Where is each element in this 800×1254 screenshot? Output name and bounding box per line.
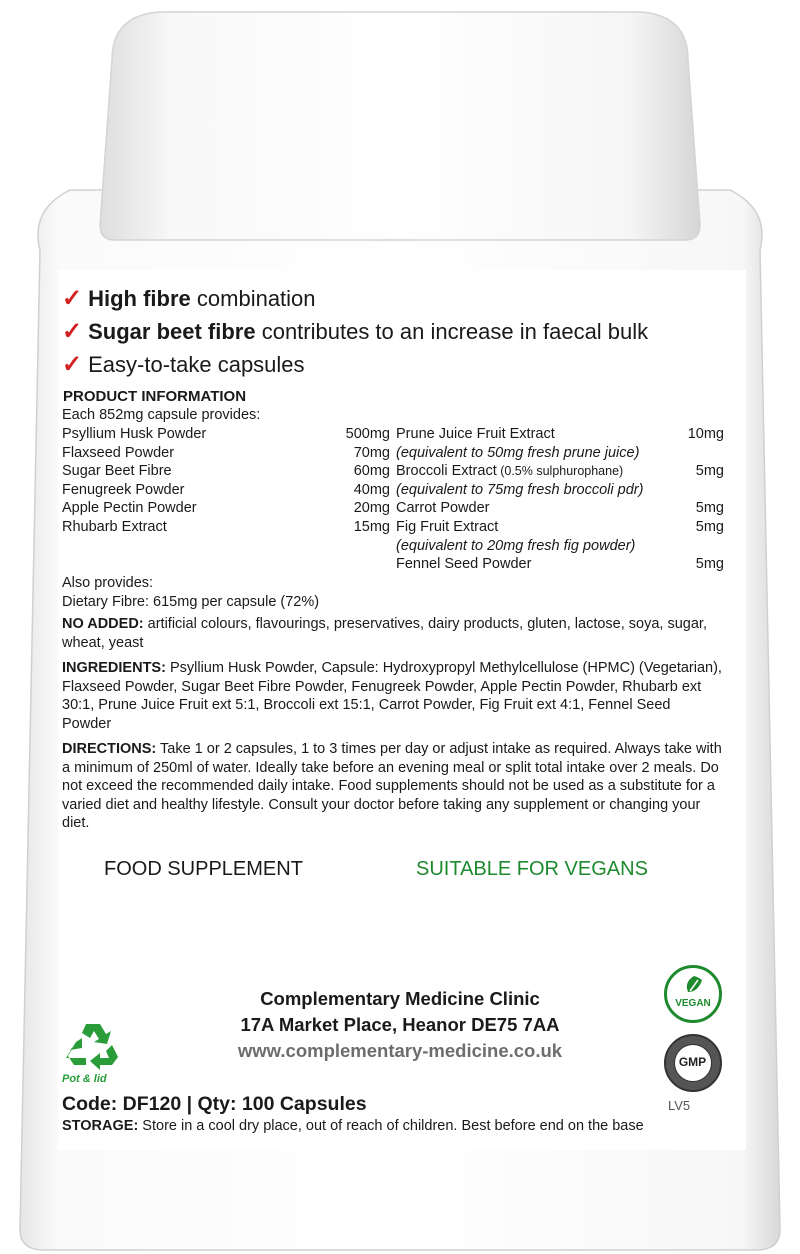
ingredient-amount: 70mg [353,444,390,461]
gmp-badge-text: GMP [678,1055,707,1069]
ingredients-label: INGREDIENTS: [62,660,166,676]
claim-text: Easy-to-take capsules [88,352,305,377]
suitable-for-vegans: SUITABLE FOR VEGANS [416,858,648,880]
ingredient-amount: 5mg [695,556,724,573]
ingredient-amount: 10mg [687,426,724,442]
dietary-fibre: Dietary Fibre: 615mg per capsule (72%) [62,594,320,610]
recycle-caption: Pot & lid [62,1073,107,1085]
check-icon: ✓ [62,285,83,312]
claim-sugar-beet [62,317,648,346]
ingredient-note: (equivalent to 20mg fresh fig powder) [396,537,636,554]
no-added-label: NO ADDED: [62,616,144,632]
product-info-title: PRODUCT INFORMATION [63,388,247,405]
ingredient-name: Psyllium Husk Powder [62,426,207,442]
ingredient-amount: 40mg [353,481,390,498]
ingredient-note: (equivalent to 75mg fresh broccoli pdr) [396,481,644,498]
vegan-badge-text: VEGAN [675,998,711,1009]
clinic-website: www.complementary-medicine.co.uk [237,1040,563,1061]
claim-bold: Sugar beet fibre [88,319,256,344]
ingredient-name: Fennel Seed Powder [396,556,532,573]
ingredient-name: Apple Pectin Powder [62,500,197,517]
recycle-icon [62,1020,126,1072]
ingredient-amount: 5mg [695,463,724,480]
ingredient-amount: 500mg [345,426,390,442]
food-supplement: FOOD SUPPLEMENT [104,858,303,880]
claim-text: combination [190,286,316,311]
product-info-intro: Each 852mg capsule provides: [62,407,261,423]
no-added [62,615,722,652]
vegan-badge [664,965,722,1023]
product-code: Code: DF120 | Qty: 100 Capsules [62,1093,367,1115]
ingredient-name: Rhubarb Extract [62,519,167,535]
directions [62,740,722,833]
ingredient-sub: (0.5% sulphurophane) [496,464,624,479]
gmp-badge-inner [674,1044,712,1082]
ingredient-amount: 5mg [695,519,724,535]
claim-high-fibre [62,284,316,313]
ingredients-text: Psyllium Husk Powder, Capsule: Hydroxypropyl Methylcellulose (HPMC) (Vegetarian), Flaxseed Powder, Sugar Beet Fibre Powder, Fenugreek Powder, Apple Pectin Powder, Rhubarb ext 30:1, Prune Juice Fruit ext 5:1, Broccoli ext 15:1, Carrot Powder, Fig Fruit ext 4:1, Fennel Seed Powder [62,660,722,732]
storage-text: Store in a cool dry place, out of reach of children. Best before end on the base [138,1118,644,1134]
check-icon: ✓ [62,318,83,345]
ingredient-name [396,463,623,479]
storage [62,1118,644,1134]
check-icon: ✓ [62,351,83,378]
claim-easy-capsules [62,350,305,379]
ingredient-amount: 60mg [353,463,390,480]
claim-bold: High fibre [88,286,191,311]
gmp-badge [664,1034,722,1092]
directions-text: Take 1 or 2 capsules, 1 to 3 times per day or adjust intake as required. Always take with a minimum of 250ml of water. Ideally take before an evening meal or split total intake over 2 meals. Do not exceed the recommended daily intake. Food supplements should not be used as a substitute for a varied diet and healthy lifestyle. Consult your doctor before taking any supplement or changing your diet. [62,741,722,832]
ingredient-name: Carrot Powder [396,500,490,517]
clinic-address: 17A Market Place, Heanor DE75 7AA [240,1014,560,1035]
label-version: LV5 [668,1098,691,1113]
ingredient-name-text: Broccoli Extract [396,463,497,480]
ingredient-amount: 15mg [353,519,390,535]
ingredient-name: Fenugreek Powder [62,481,185,498]
ingredient-name: Fig Fruit Extract [396,519,499,535]
no-added-text: artificial colours, flavourings, preservatives, dairy products, gluten, lactose, soya, sugar, wheat, yeast [62,616,707,651]
ingredient-name: Sugar Beet Fibre [62,463,172,480]
also-provides: Also provides: [62,575,154,591]
claim-text: contributes to an increase in faecal bulk [255,319,649,344]
ingredient-note: (equivalent to 50mg fresh prune juice) [396,444,640,461]
ingredient-name: Flaxseed Powder [62,444,175,461]
directions-label: DIRECTIONS: [62,741,157,757]
ingredient-amount: 5mg [695,500,724,517]
ingredient-amount: 20mg [353,500,390,517]
storage-label: STORAGE: [62,1118,139,1134]
leaf-icon [682,974,706,996]
clinic-name: Complementary Medicine Clinic [260,988,540,1009]
ingredient-name: Prune Juice Fruit Extract [396,426,555,442]
ingredients [62,659,722,733]
